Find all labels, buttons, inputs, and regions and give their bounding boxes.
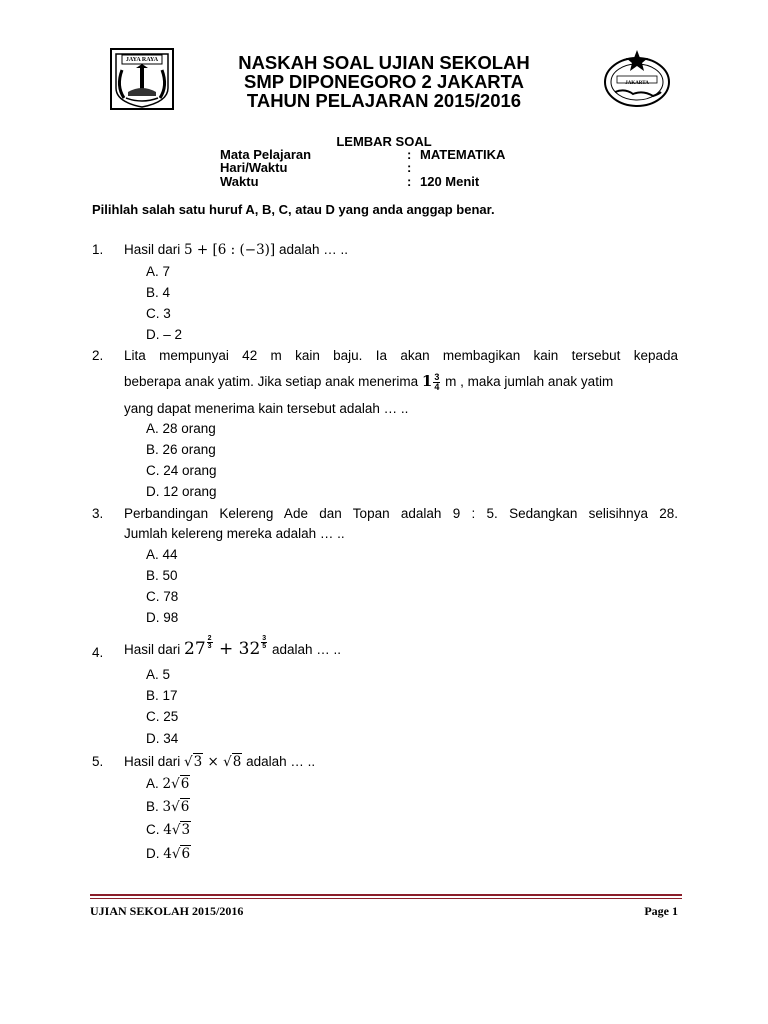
info-value: 120 Menit (420, 174, 480, 189)
math-base: 32 (238, 639, 261, 659)
math-operator: × (203, 754, 224, 770)
title-line-1: NASKAH SOAL UJIAN SEKOLAH (238, 52, 530, 73)
fraction-denominator: 5 (262, 643, 267, 650)
option-letter: D. (146, 846, 164, 861)
square-root: √6 (171, 846, 191, 862)
right-logo-text: JAKARTA (625, 81, 649, 86)
option: B. 50 (146, 568, 178, 583)
question-number: 2. (92, 348, 104, 363)
fraction (433, 373, 440, 392)
math-expression: 5 + [6 : (−3)] (184, 242, 276, 258)
info-colon: : (407, 160, 412, 175)
square-root: √3 (184, 754, 203, 770)
option (146, 822, 191, 838)
option (146, 776, 190, 792)
option: C. 25 (146, 709, 179, 724)
footer-divider (90, 898, 682, 899)
radicand: 3 (181, 822, 191, 838)
option: D. 12 orang (146, 484, 217, 499)
question-text: Hasil dari (124, 754, 185, 769)
question-text: Hasil dari (124, 242, 185, 257)
option (146, 846, 191, 862)
option (146, 799, 190, 815)
option: C. 24 orang (146, 463, 217, 478)
question-number: 1. (92, 242, 104, 257)
question-2-line-2 (124, 369, 678, 394)
option: C. 3 (146, 306, 171, 321)
question-4-text (124, 632, 678, 667)
question-text: adalah … .. (268, 642, 341, 657)
radicand: 6 (180, 776, 190, 792)
square-root: √6 (171, 799, 190, 815)
mixed-number-whole: 1 (421, 372, 433, 390)
question-text: m , maka jumlah anak yatim (441, 374, 614, 389)
question-number: 4. (92, 645, 104, 660)
option: A. 44 (146, 547, 178, 562)
fraction-numerator: 3 (434, 371, 440, 382)
option: B. 17 (146, 688, 178, 703)
fraction-numerator: 2 (207, 635, 212, 642)
option-letter: A. (146, 776, 163, 791)
radicand: 8 (232, 754, 242, 770)
fraction-exponent (207, 635, 213, 650)
info-colon: : (407, 174, 412, 189)
option: C. 78 (146, 589, 179, 604)
instruction: Pilihlah salah satu huruf A, B, C, atau D yang anda anggap benar. (92, 202, 495, 217)
question-text: beberapa anak yatim. Jika setiap anak menerima (124, 374, 422, 389)
square-root: √6 (171, 776, 190, 792)
option: A. 5 (146, 667, 171, 682)
footer-exam-label: UJIAN SEKOLAH 2015/2016 (90, 904, 244, 918)
option: D. 98 (146, 610, 179, 625)
option-letter: B. (146, 799, 163, 814)
info-colon: : (407, 147, 412, 162)
fraction-denominator: 3 (207, 643, 212, 650)
fraction-denominator: 4 (434, 381, 440, 392)
question-1-text (124, 242, 678, 258)
question-2-line-3: yang dapat menerima kain tersebut adalah … .. (124, 401, 409, 416)
option: B. 4 (146, 285, 171, 300)
info-label: Mata Pelajaran (220, 147, 312, 162)
page-number: Page 1 (644, 904, 678, 918)
question-2-line-1: Lita mempunyai 42 m kain baju. Ia akan membagikan kain tersebut kepada (124, 348, 678, 363)
option: A. 28 orang (146, 421, 216, 436)
coefficient: 4 (163, 822, 172, 838)
question-3-line-2: Jumlah kelereng mereka adalah … .. (124, 526, 345, 541)
question-text: Hasil dari (124, 642, 185, 657)
sheet-heading: LEMBAR SOAL (336, 134, 432, 149)
question-5-text (124, 754, 678, 770)
info-value: MATEMATIKA (420, 147, 506, 162)
option: A. 7 (146, 264, 171, 279)
fraction-numerator: 3 (262, 635, 267, 642)
option: D. – 2 (146, 327, 183, 342)
left-logo-text: JAYA RAYA (125, 57, 159, 63)
coefficient: 4 (163, 846, 172, 862)
math-base: 27 (184, 639, 206, 659)
question-text: adalah … .. (275, 242, 348, 257)
square-root: √3 (171, 822, 191, 838)
question-3-line-1: Perbandingan Kelereng Ade dan Topan adalah 9 : 5. Sedangkan selisihnya 28. (124, 506, 678, 521)
coefficient: 3 (162, 799, 172, 815)
info-label: Hari/Waktu (220, 160, 288, 175)
option: B. 26 orang (146, 442, 216, 457)
square-root: √8 (223, 754, 242, 770)
footer-divider (90, 894, 682, 896)
title-line-2: SMP DIPONEGORO 2 JAKARTA (244, 71, 524, 92)
option: D. 34 (146, 731, 179, 746)
radicand: 6 (181, 846, 191, 862)
fraction-exponent (261, 635, 267, 650)
question-number: 5. (92, 754, 104, 769)
info-label: Waktu (220, 174, 259, 189)
question-number: 3. (92, 506, 104, 521)
radicand: 3 (193, 754, 203, 770)
coefficient: 2 (162, 776, 172, 792)
math-operator: + (213, 639, 239, 659)
question-text: adalah … .. (242, 754, 316, 769)
radicand: 6 (180, 799, 190, 815)
title-line-3: TAHUN PELAJARAN 2015/2016 (246, 90, 522, 111)
option-letter: C. (146, 822, 164, 837)
